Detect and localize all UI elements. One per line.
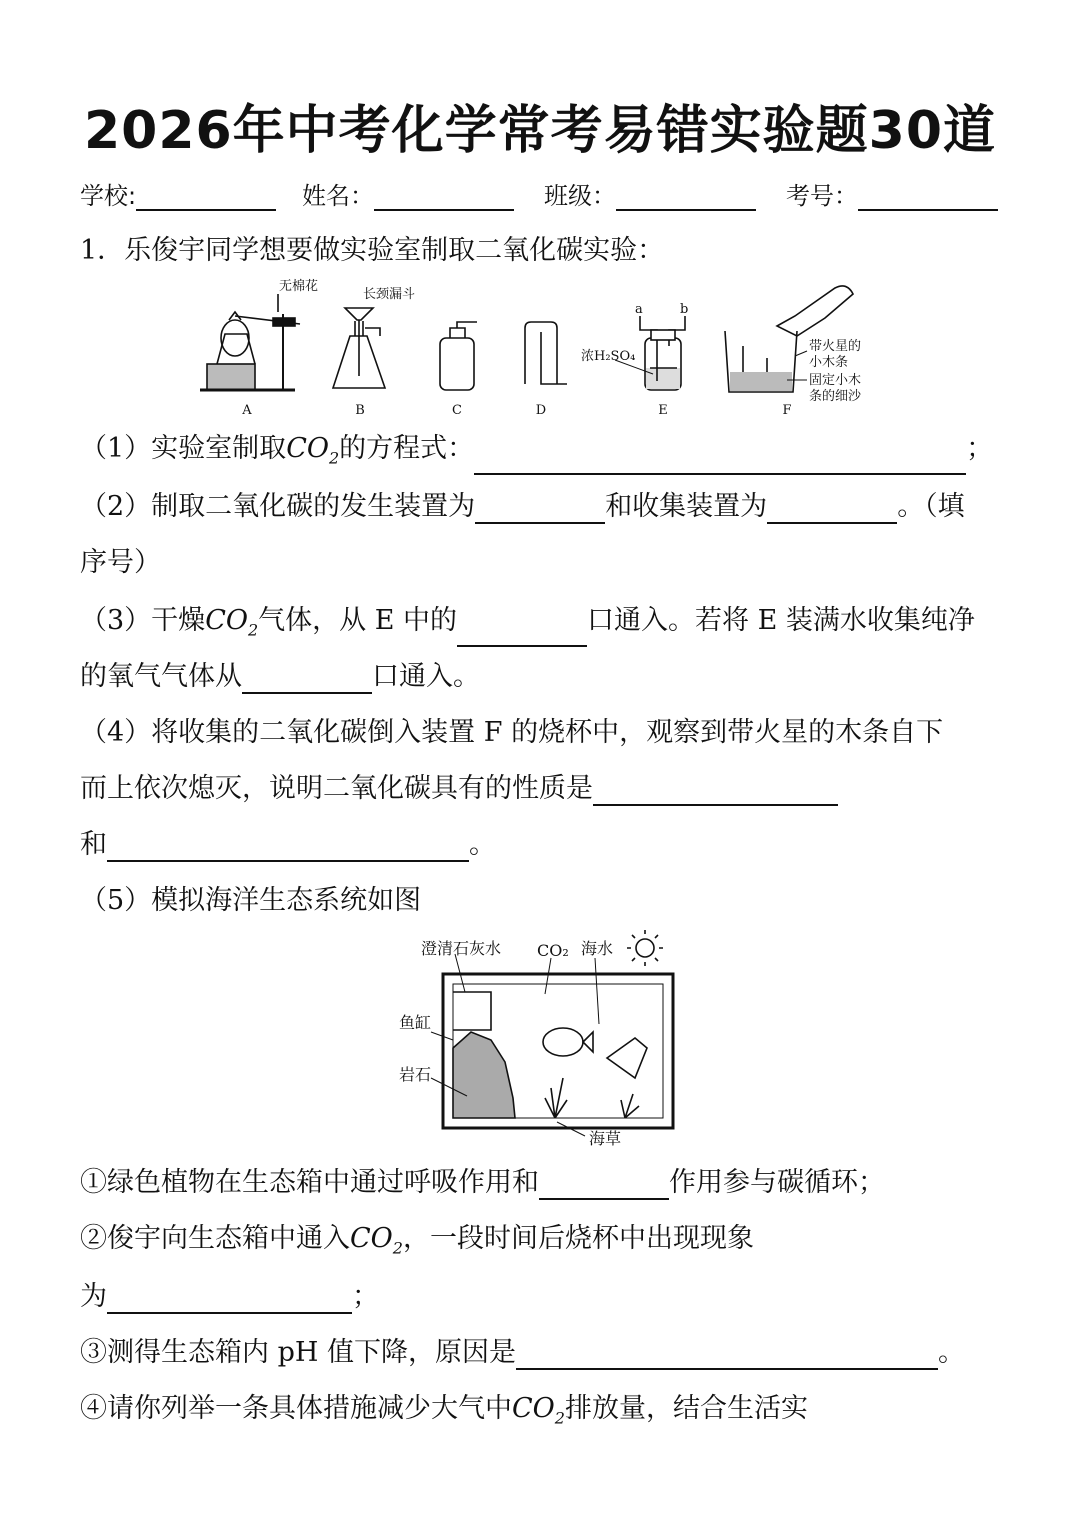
number-label: 考号： bbox=[786, 182, 858, 210]
part-4: （4）将收集的二氧化碳倒入装置 F 的烧杯中，观察到带火星的木条自下 bbox=[80, 717, 944, 748]
label-seaweed: 海草 bbox=[589, 1129, 622, 1148]
label-h2so4: 浓H₂SO₄ bbox=[581, 349, 636, 364]
fish-2 bbox=[607, 1038, 647, 1078]
answer-blank-3a[interactable] bbox=[457, 619, 587, 647]
part-1: （1）实验室制取$CO_2$的方程式： ； bbox=[80, 432, 993, 475]
answer-blank-s2[interactable] bbox=[107, 1286, 352, 1314]
label-a: A bbox=[242, 403, 252, 418]
class-blank[interactable] bbox=[616, 183, 756, 211]
number-blank[interactable] bbox=[858, 183, 998, 211]
apparatus-d bbox=[525, 322, 567, 384]
sub-1: ①绿色植物在生态箱中通过呼吸作用和 作用参与碳循环； bbox=[80, 1167, 885, 1198]
page-title: 2026年中考化学常考易错实验题30道 bbox=[83, 101, 997, 161]
number-field[interactable] bbox=[786, 176, 998, 211]
sub-2: ②俊宇向生态箱中通入$CO_2$，一段时间后烧杯中出现现象 bbox=[80, 1223, 754, 1258]
label-seawater: 海水 bbox=[581, 939, 614, 958]
rock-shape bbox=[453, 1032, 515, 1118]
label-f-1: 带火星的 bbox=[809, 339, 862, 354]
sun-icon bbox=[636, 939, 654, 957]
fish-1 bbox=[543, 1028, 583, 1056]
sub-2-cont: 为 ； bbox=[80, 1281, 379, 1312]
part-2: （2）制取二氧化碳的发生装置为 和收集装置为 。（填 bbox=[80, 491, 965, 522]
seaweed-2 bbox=[621, 1094, 639, 1118]
school-field[interactable] bbox=[80, 176, 276, 211]
label-no-cotton: 无棉花 bbox=[279, 279, 319, 294]
answer-blank-s3[interactable] bbox=[516, 1342, 938, 1370]
part-5: （5）模拟海洋生态系统如图 bbox=[80, 885, 422, 916]
apparatus-c bbox=[440, 322, 477, 390]
seaweed-1 bbox=[545, 1078, 567, 1118]
class-field[interactable] bbox=[544, 176, 756, 211]
sub-3: ③测得生态箱内 pH 值下降，原因是 。 bbox=[80, 1337, 965, 1368]
ecosystem-figure bbox=[395, 928, 695, 1152]
name-blank[interactable] bbox=[374, 183, 514, 211]
label-f: F bbox=[782, 403, 792, 418]
question-stem: 1．乐俊宇同学想要做实验室制取二氧化碳实验： bbox=[80, 235, 665, 266]
answer-blank-4a[interactable] bbox=[593, 778, 838, 806]
name-label: 姓名： bbox=[302, 182, 374, 210]
answer-blank-s1[interactable] bbox=[539, 1172, 669, 1200]
answer-blank-3b[interactable] bbox=[242, 666, 372, 694]
label-e-a: a bbox=[635, 302, 643, 317]
label-co2: CO₂ bbox=[537, 941, 569, 960]
label-b: B bbox=[355, 403, 365, 418]
label-e-b: b bbox=[680, 302, 689, 317]
apparatus-a bbox=[200, 294, 300, 390]
part-3-cont: 的氧气气体从 口通入。 bbox=[80, 661, 480, 692]
label-long-funnel: 长颈漏斗 bbox=[363, 287, 416, 302]
label-c: C bbox=[452, 403, 462, 418]
school-label: 学校: bbox=[80, 182, 137, 210]
class-label: 班级： bbox=[544, 182, 616, 210]
label-f-2: 小木条 bbox=[809, 355, 849, 370]
sub-4: ④请你列举一条具体措施减少大气中$CO_2$排放量，结合生活实 bbox=[80, 1393, 808, 1428]
apparatus-b bbox=[333, 308, 385, 388]
part-3: （3）干燥$CO_2$气体，从 E 中的 口通入。若将 E 装满水收集纯净 bbox=[80, 604, 975, 647]
apparatus-figure bbox=[195, 276, 885, 421]
beaker-shape bbox=[453, 992, 491, 1030]
answer-blank-1[interactable] bbox=[474, 447, 966, 475]
label-e: E bbox=[658, 403, 668, 418]
part-4-cont: 而上依次熄灭，说明二氧化碳具有的性质是 bbox=[80, 772, 838, 806]
answer-blank-4b[interactable] bbox=[107, 834, 469, 862]
label-rock: 岩石 bbox=[399, 1065, 432, 1084]
label-tank: 鱼缸 bbox=[399, 1013, 432, 1032]
co2-formula: $CO_2$ bbox=[286, 433, 340, 468]
part-2-cont: 序号） bbox=[80, 547, 161, 578]
answer-blank-2a[interactable] bbox=[475, 496, 605, 524]
name-field[interactable] bbox=[302, 176, 514, 211]
label-f-3: 固定小木 bbox=[809, 373, 862, 388]
label-d: D bbox=[535, 403, 547, 418]
part-4-cont2: 和 。 bbox=[80, 829, 496, 860]
label-limewater: 澄清石灰水 bbox=[421, 939, 502, 958]
label-f-4: 条的细沙 bbox=[809, 389, 862, 404]
answer-blank-2b[interactable] bbox=[767, 496, 897, 524]
school-blank[interactable] bbox=[136, 183, 276, 211]
